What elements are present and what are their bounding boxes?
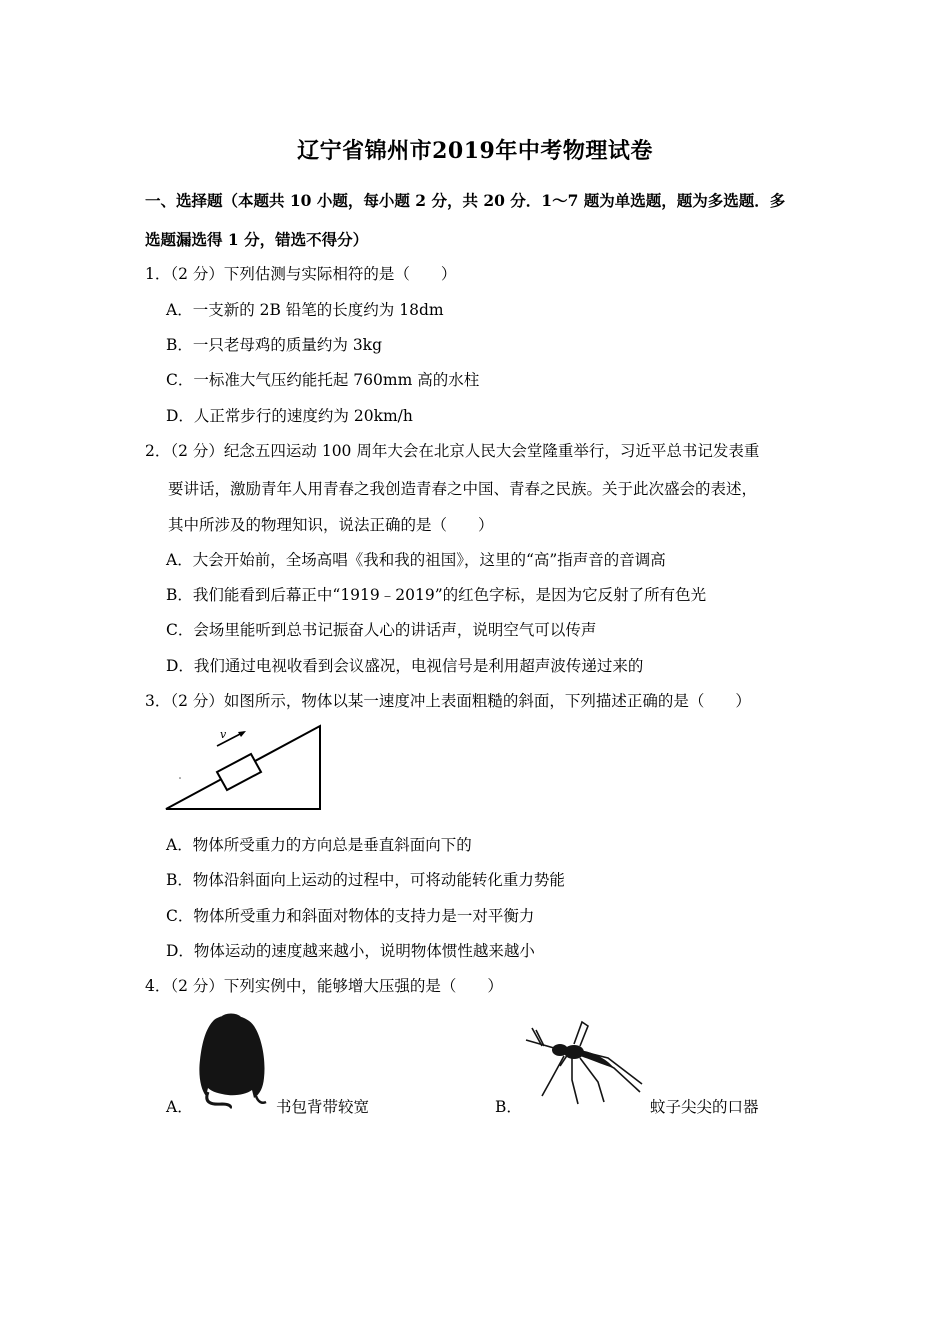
question-3-option-c: C．物体所受重力和斜面对物体的支持力是一对平衡力	[166, 907, 535, 925]
question-3-option-b: B．物体沿斜面向上运动的过程中，可将动能转化重力势能	[166, 871, 565, 889]
question-4-option-b-letter: B．	[495, 1098, 522, 1116]
question-1-option-c: C．一标准大气压约能托起 760mm 高的水柱	[166, 371, 480, 389]
question-2-stem-line3: 其中所涉及的物理知识，说法正确的是（ ）	[168, 516, 494, 534]
question-2-option-d: D．我们通过电视收看到会议盛况，电视信号是利用超声波传递过来的	[166, 657, 644, 675]
page-title: 辽宁省锦州市2019年中考物理试卷	[297, 138, 653, 164]
section-heading-line1: 一、选择题（本题共 10 小题，每小题 2 分，共 20 分．1～7 题为单选题，题为多选题．多	[145, 191, 786, 210]
question-2-option-c: C．会场里能听到总书记振奋人心的讲话声，说明空气可以传声	[166, 621, 597, 639]
velocity-label: v	[220, 728, 227, 741]
question-4-option-a-text: 书包背带较宽	[276, 1098, 370, 1116]
backpack-icon	[192, 1012, 272, 1112]
question-3-option-d: D．物体运动的速度越来越小，说明物体惯性越来越小	[166, 942, 535, 960]
question-2-stem-line1: 2．（2 分）纪念五四运动 100 周年大会在北京人民大会堂隆重举行，习近平总书记发表重	[145, 442, 760, 460]
question-4-stem: 4．（2 分）下列实例中，能够增大压强的是（ ）	[145, 977, 503, 995]
question-2-option-a: A．大会开始前，全场高唱《我和我的祖国》，这里的“高”指声音的音调高	[166, 551, 666, 569]
question-1-option-a: A．一支新的 2B 铅笔的长度约为 18dm	[166, 301, 444, 319]
question-4-option-a-letter: A．	[166, 1098, 193, 1116]
question-3-stem: 3．（2 分）如图所示，物体以某一速度冲上表面粗糙的斜面，下列描述正确的是（ ）	[145, 692, 751, 710]
question-2-option-b: B．我们能看到后幕正中“1919﹣2019”的红色字标，是因为它反射了所有色光	[166, 586, 707, 604]
incline-figure	[160, 720, 330, 815]
question-1-option-b: B．一只老母鸡的质量约为 3kg	[166, 336, 382, 354]
question-4-option-b-text: 蚊子尖尖的口器	[650, 1098, 759, 1116]
question-3-option-a: A．物体所受重力的方向总是垂直斜面向下的	[166, 836, 472, 854]
question-1-stem: 1．（2 分）下列估测与实际相符的是（ ）	[145, 265, 457, 283]
mosquito-icon	[522, 1018, 648, 1114]
section-heading-line2: 选题漏选得 1 分，错选不得分）	[145, 230, 369, 249]
question-1-option-d: D．人正常步行的速度约为 20km/h	[166, 407, 413, 425]
question-2-stem-line2: 要讲话，激励青年人用青春之我创造青春之中国、青春之民族。关于此次盛会的表述，	[168, 480, 758, 498]
